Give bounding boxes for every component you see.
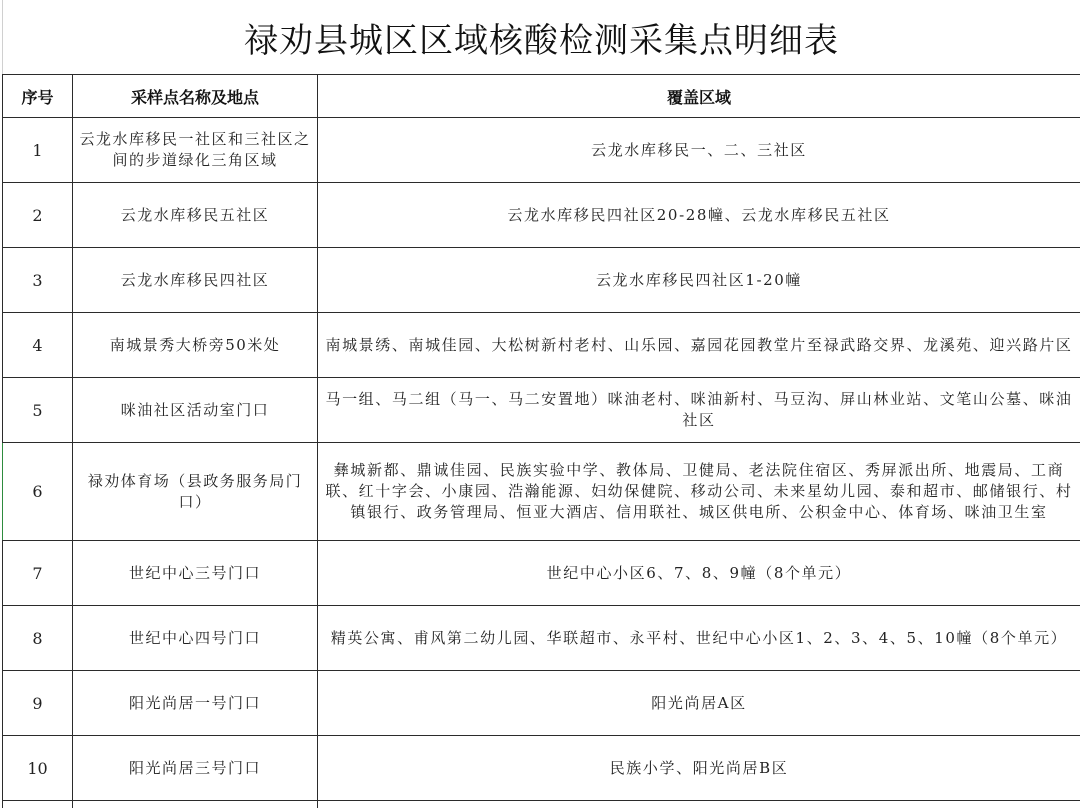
row-site: 云龙水库移民一社区和三社区之间的步道绿化三角区域 <box>73 118 318 183</box>
row-area: 云龙水库移民一、二、三社区 <box>318 118 1080 183</box>
table-row <box>3 378 1080 443</box>
row-no: 3 <box>3 248 73 313</box>
row-site: 世纪中心四号门口 <box>73 606 318 671</box>
table-row-partial <box>3 801 1080 808</box>
row-no: 1 <box>3 118 73 183</box>
row-area: 彝城新都、鼎诚佳园、民族实验中学、教体局、卫健局、老法院住宿区、秀屏派出所、地震局、工商联、红十字会、小康园、浩瀚能源、妇幼保健院、移动公司、未来星幼儿园、泰和超市、邮储银行、村镇银行、政务管理局、恒亚大酒店、信用联社、城区供电所、公积金中心、体育场、咪油卫生室 <box>318 443 1080 541</box>
table-row <box>3 671 1080 736</box>
table-row <box>3 736 1080 801</box>
row-site: 云龙水库移民五社区 <box>73 183 318 248</box>
sampling-sites-table <box>2 74 1080 808</box>
row-area-empty <box>318 801 1080 808</box>
header-site: 采样点名称及地点 <box>73 75 318 118</box>
row-no: 8 <box>3 606 73 671</box>
row-site: 云龙水库移民四社区 <box>73 248 318 313</box>
header-no: 序号 <box>3 75 73 118</box>
row-site: 咪油社区活动室门口 <box>73 378 318 443</box>
row-site: 阳光尚居一号门口 <box>73 671 318 736</box>
row-site: 南城景秀大桥旁50米处 <box>73 313 318 378</box>
row-no: 5 <box>3 378 73 443</box>
table-row <box>3 606 1080 671</box>
row-area: 阳光尚居A区 <box>318 671 1080 736</box>
row-site: 阳光尚居三号门口 <box>73 736 318 801</box>
row-area: 马一组、马二组（马一、马二安置地）咪油老村、咪油新村、马豆沟、屏山林业站、文笔山公墓、咪油社区 <box>318 378 1080 443</box>
table-row <box>3 248 1080 313</box>
header-area: 覆盖区域 <box>318 75 1080 118</box>
row-site-empty <box>73 801 318 808</box>
row-no: 6 <box>3 443 73 541</box>
row-no-empty <box>3 801 73 808</box>
row-no: 2 <box>3 183 73 248</box>
table-row <box>3 313 1080 378</box>
row-area: 民族小学、阳光尚居B区 <box>318 736 1080 801</box>
page-title: 禄劝县城区区域核酸检测采集点明细表 <box>2 0 1080 74</box>
table-row <box>3 183 1080 248</box>
row-site: 禄劝体育场（县政务服务局门口） <box>73 443 318 541</box>
table-row <box>3 118 1080 183</box>
row-no: 10 <box>3 736 73 801</box>
row-area: 南城景绣、南城佳园、大松树新村老村、山乐园、嘉园花园教堂片至禄武路交界、龙溪苑、迎兴路片区 <box>318 313 1080 378</box>
row-area: 云龙水库移民四社区20-28幢、云龙水库移民五社区 <box>318 183 1080 248</box>
row-area: 世纪中心小区6、7、8、9幢（8个单元） <box>318 541 1080 606</box>
row-no: 9 <box>3 671 73 736</box>
row-no: 7 <box>3 541 73 606</box>
row-area: 云龙水库移民四社区1-20幢 <box>318 248 1080 313</box>
row-area: 精英公寓、甫风第二幼儿园、华联超市、永平村、世纪中心小区1、2、3、4、5、10幢（8个单元） <box>318 606 1080 671</box>
row-site: 世纪中心三号门口 <box>73 541 318 606</box>
table-header-row <box>3 75 1080 118</box>
table-row <box>3 541 1080 606</box>
table-row <box>3 443 1080 541</box>
row-no: 4 <box>3 313 73 378</box>
